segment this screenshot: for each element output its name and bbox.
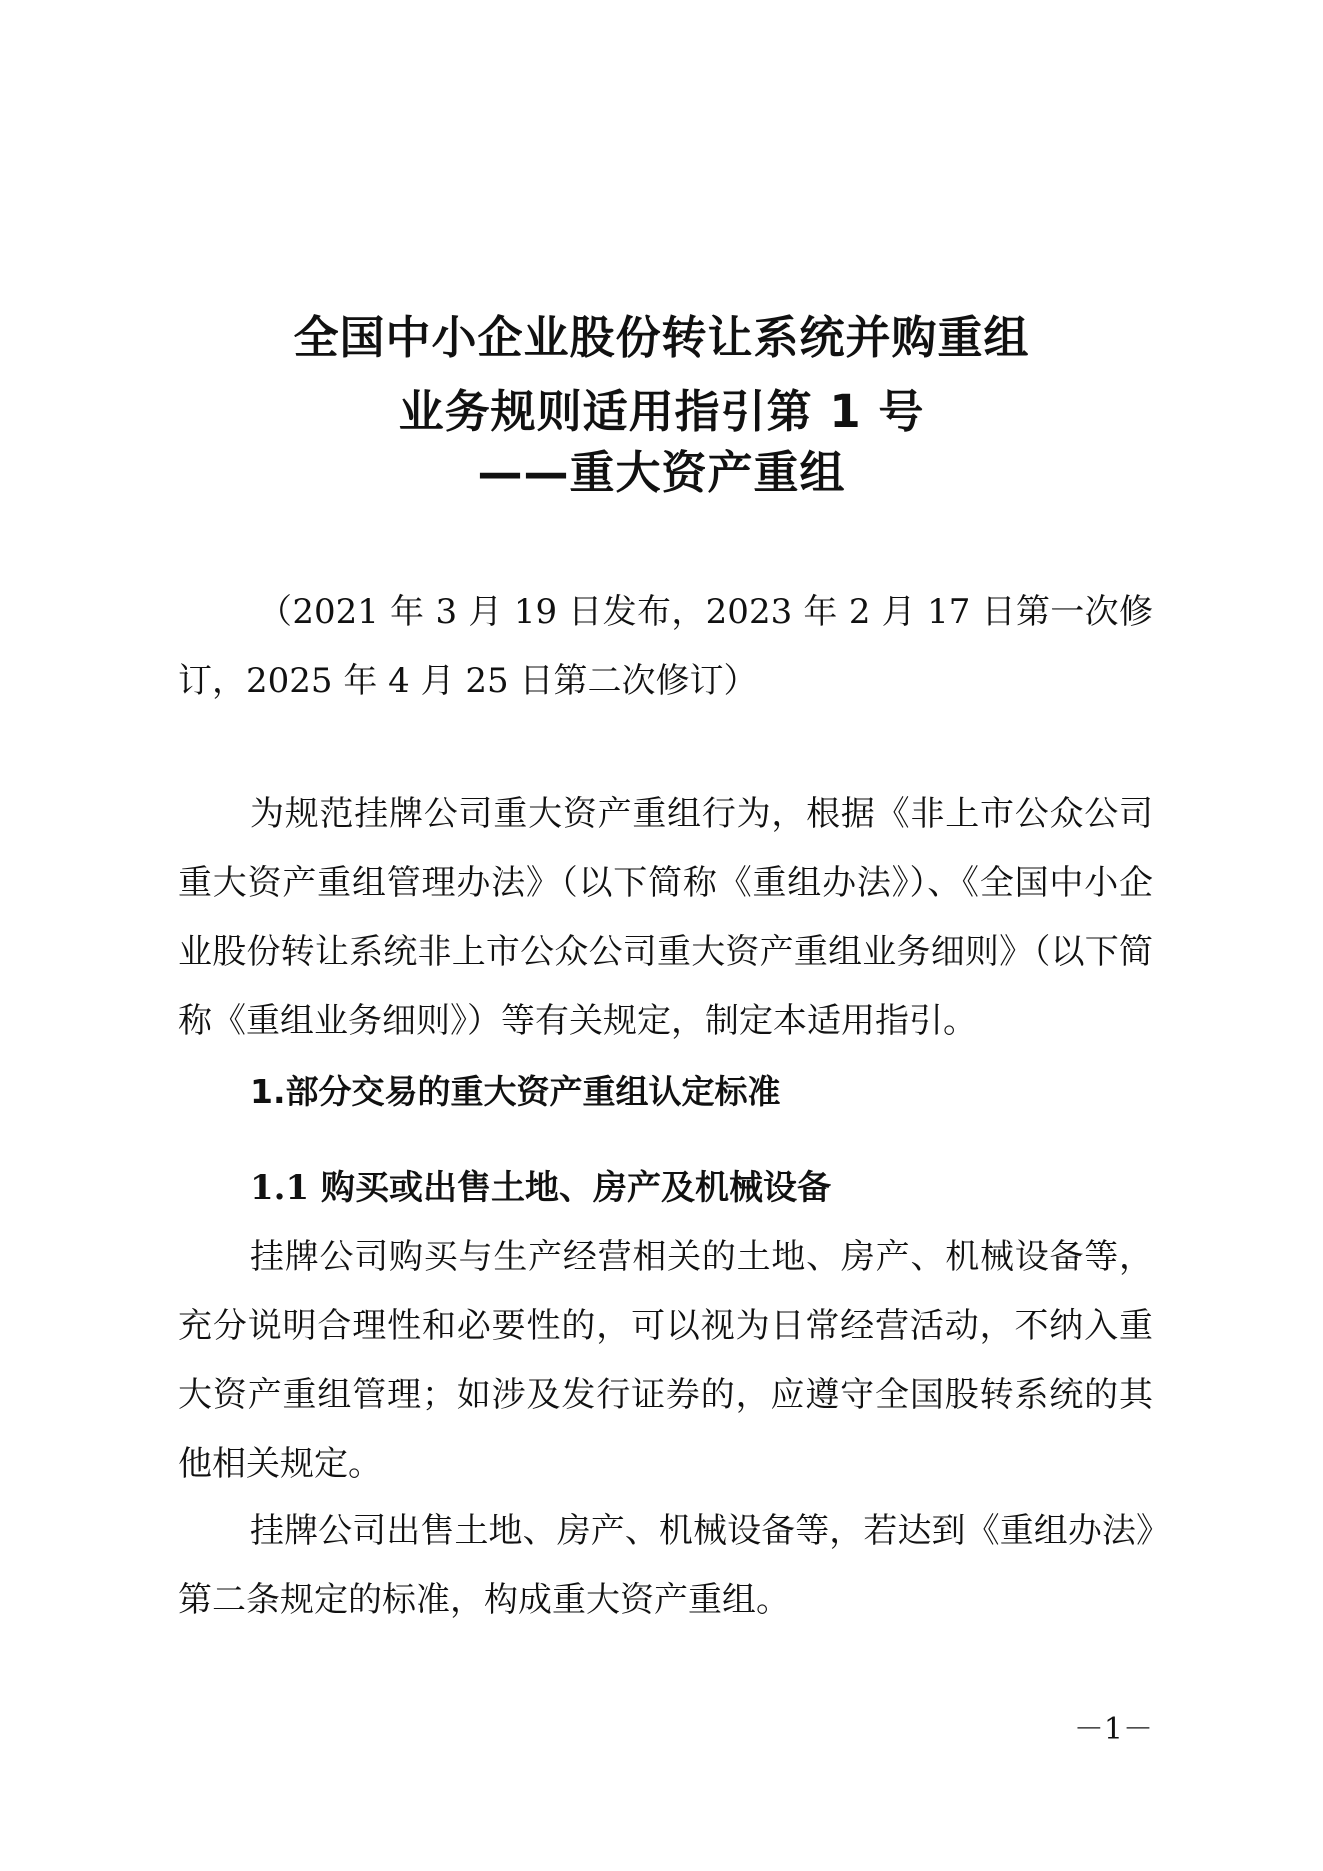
document-title-line-2: 业务规则适用指引第 1 号 <box>398 385 925 438</box>
body-paragraph-2: 挂牌公司出售土地、房产、机械设备等，若达到《重组办法》第二条规定的标准，构成重大资产重组。 <box>178 1511 1153 1620</box>
page-number: －1－ <box>1073 1712 1153 1747</box>
intro-paragraph: 为规范挂牌公司重大资产重组行为，根据《非上市公众公司重大资产重组管理办法》（以下简称《重组办法》）、《全国中小企业股份转让系统非上市公众公司重大资产重组业务细则》（以下简称《重组业务细则》）等有关规定，制定本适用指引。 <box>178 794 1153 1041</box>
document-title-line-1: 全国中小企业股份转让系统并购重组 <box>293 311 1030 364</box>
subsection-heading: 1.1 购买或出售土地、房产及机械设备 <box>250 1168 831 1208</box>
publication-note: （2021 年 3 月 19 日发布，2023 年 2 月 17 日第一次修订，2025 年 4 月 25 日第二次修订） <box>178 592 1153 701</box>
body-paragraph-1: 挂牌公司购买与生产经营相关的土地、房产、机械设备等，充分说明合理性和必要性的，可以视为日常经营活动，不纳入重大资产重组管理；如涉及发行证券的，应遵守全国股转系统的其他相关规定。 <box>178 1237 1153 1484</box>
document-subtitle: ——重大资产重组 <box>477 446 846 499</box>
section-heading: 1.部分交易的重大资产重组认定标准 <box>250 1072 781 1111</box>
